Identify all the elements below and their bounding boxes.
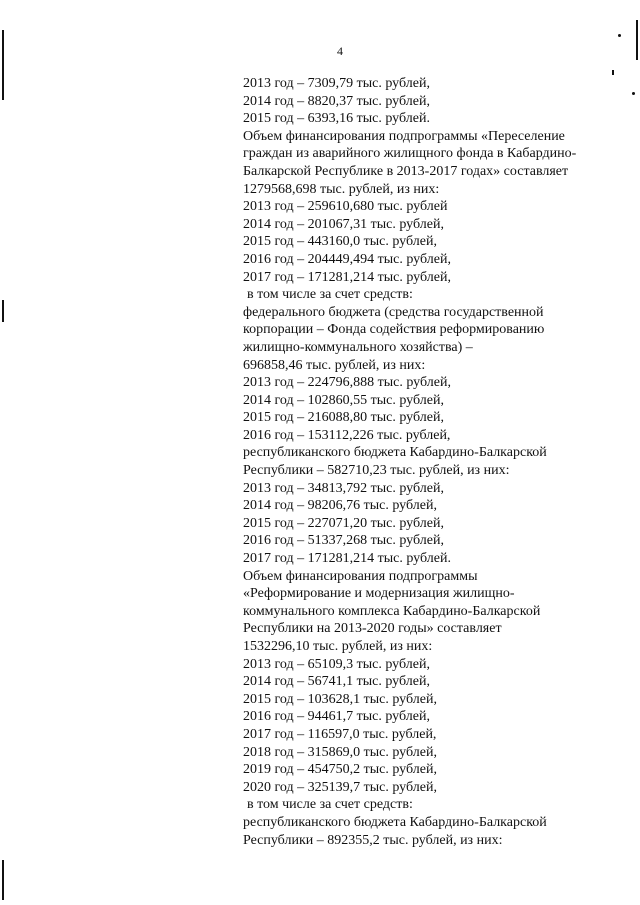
- text-line: 2020 год – 325139,7 тыс. рублей,: [243, 779, 437, 795]
- text-line: корпорации – Фонда содействия реформированию: [243, 322, 545, 338]
- text-line: 2016 год – 94461,7 тыс. рублей,: [243, 709, 430, 725]
- text-line: Объем финансирования подпрограммы «Переселение: [243, 128, 565, 144]
- text-line: 2015 год – 103628,1 тыс. рублей,: [243, 691, 437, 707]
- text-line: федерального бюджета (средства государственной: [243, 304, 544, 320]
- text-line: 2013 год – 259610,680 тыс. рублей: [243, 199, 448, 215]
- text-line: 2014 год – 102860,55 тыс. рублей,: [243, 392, 444, 408]
- text-line: 2018 год – 315869,0 тыс. рублей,: [243, 744, 437, 760]
- scan-edge-mark: [2, 300, 4, 322]
- scan-speck: [618, 34, 621, 37]
- text-line: 2017 год – 171281,214 тыс. рублей,: [243, 269, 451, 285]
- text-line: Республики на 2013-2020 годы» составляет: [243, 621, 502, 637]
- text-line: Республики – 892355,2 тыс. рублей, из них:: [243, 832, 503, 848]
- text-line: 2013 год – 34813,792 тыс. рублей,: [243, 480, 444, 496]
- scan-edge-mark: [636, 20, 638, 60]
- text-line: 2014 год – 201067,31 тыс. рублей,: [243, 216, 444, 232]
- text-line: 2017 год – 116597,0 тыс. рублей,: [243, 726, 437, 742]
- text-line: Балкарской Республике в 2013-2017 годах» составляет: [243, 163, 569, 179]
- scan-edge-mark: [2, 30, 4, 100]
- text-line: коммунального комплекса Кабардино-Балкарской: [243, 603, 541, 619]
- scan-edge-mark: [2, 860, 4, 900]
- text-line: 2016 год – 204449,494 тыс. рублей,: [243, 251, 451, 267]
- text-line: 696858,46 тыс. рублей, из них:: [243, 357, 426, 373]
- text-line: 2017 год – 171281,214 тыс. рублей.: [243, 551, 451, 567]
- text-line: 2016 год – 51337,268 тыс. рублей,: [243, 533, 444, 549]
- text-line: 2015 год – 216088,80 тыс. рублей,: [243, 410, 444, 426]
- text-line: в том числе за счет средств:: [247, 797, 413, 813]
- text-line: 2015 год – 227071,20 тыс. рублей,: [243, 515, 444, 531]
- text-line: Объем финансирования подпрограммы: [243, 568, 478, 584]
- text-line: граждан из аварийного жилищного фонда в Кабардино-: [243, 146, 577, 162]
- text-line: 1532296,10 тыс. рублей, из них:: [243, 639, 433, 654]
- text-line: 2015 год – 443160,0 тыс. рублей,: [243, 234, 437, 250]
- text-line: республиканского бюджета Кабардино-Балкарской: [243, 814, 547, 830]
- text-line: 2013 год – 7309,79 тыс. рублей,: [243, 76, 430, 91]
- text-line: «Реформирование и модернизация жилищно-: [243, 586, 515, 602]
- text-line: 2013 год – 224796,888 тыс. рублей,: [243, 375, 451, 391]
- text-line: жилищно-коммунального хозяйства) –: [243, 339, 473, 355]
- text-line: 2015 год – 6393,16 тыс. рублей.: [243, 111, 430, 127]
- text-line: Республики – 582710,23 тыс. рублей, из них:: [243, 463, 510, 479]
- text-line: республиканского бюджета Кабардино-Балкарской: [243, 445, 547, 461]
- page-number: 4: [337, 44, 343, 58]
- text-line: 2014 год – 56741,1 тыс. рублей,: [243, 674, 430, 690]
- document-body: [243, 75, 603, 849]
- text-line: 2014 год – 8820,37 тыс. рублей,: [243, 93, 430, 109]
- scan-speck: [632, 92, 635, 95]
- text-line: 1279568,698 тыс. рублей, из них:: [243, 181, 440, 197]
- scan-speck: [612, 70, 614, 75]
- text-line: 2019 год – 454750,2 тыс. рублей,: [243, 762, 437, 778]
- text-line: в том числе за счет средств:: [247, 287, 413, 303]
- text-line: 2013 год – 65109,3 тыс. рублей,: [243, 656, 430, 672]
- text-line: 2016 год – 153112,226 тыс. рублей,: [243, 427, 451, 443]
- text-line: 2014 год – 98206,76 тыс. рублей,: [243, 498, 437, 514]
